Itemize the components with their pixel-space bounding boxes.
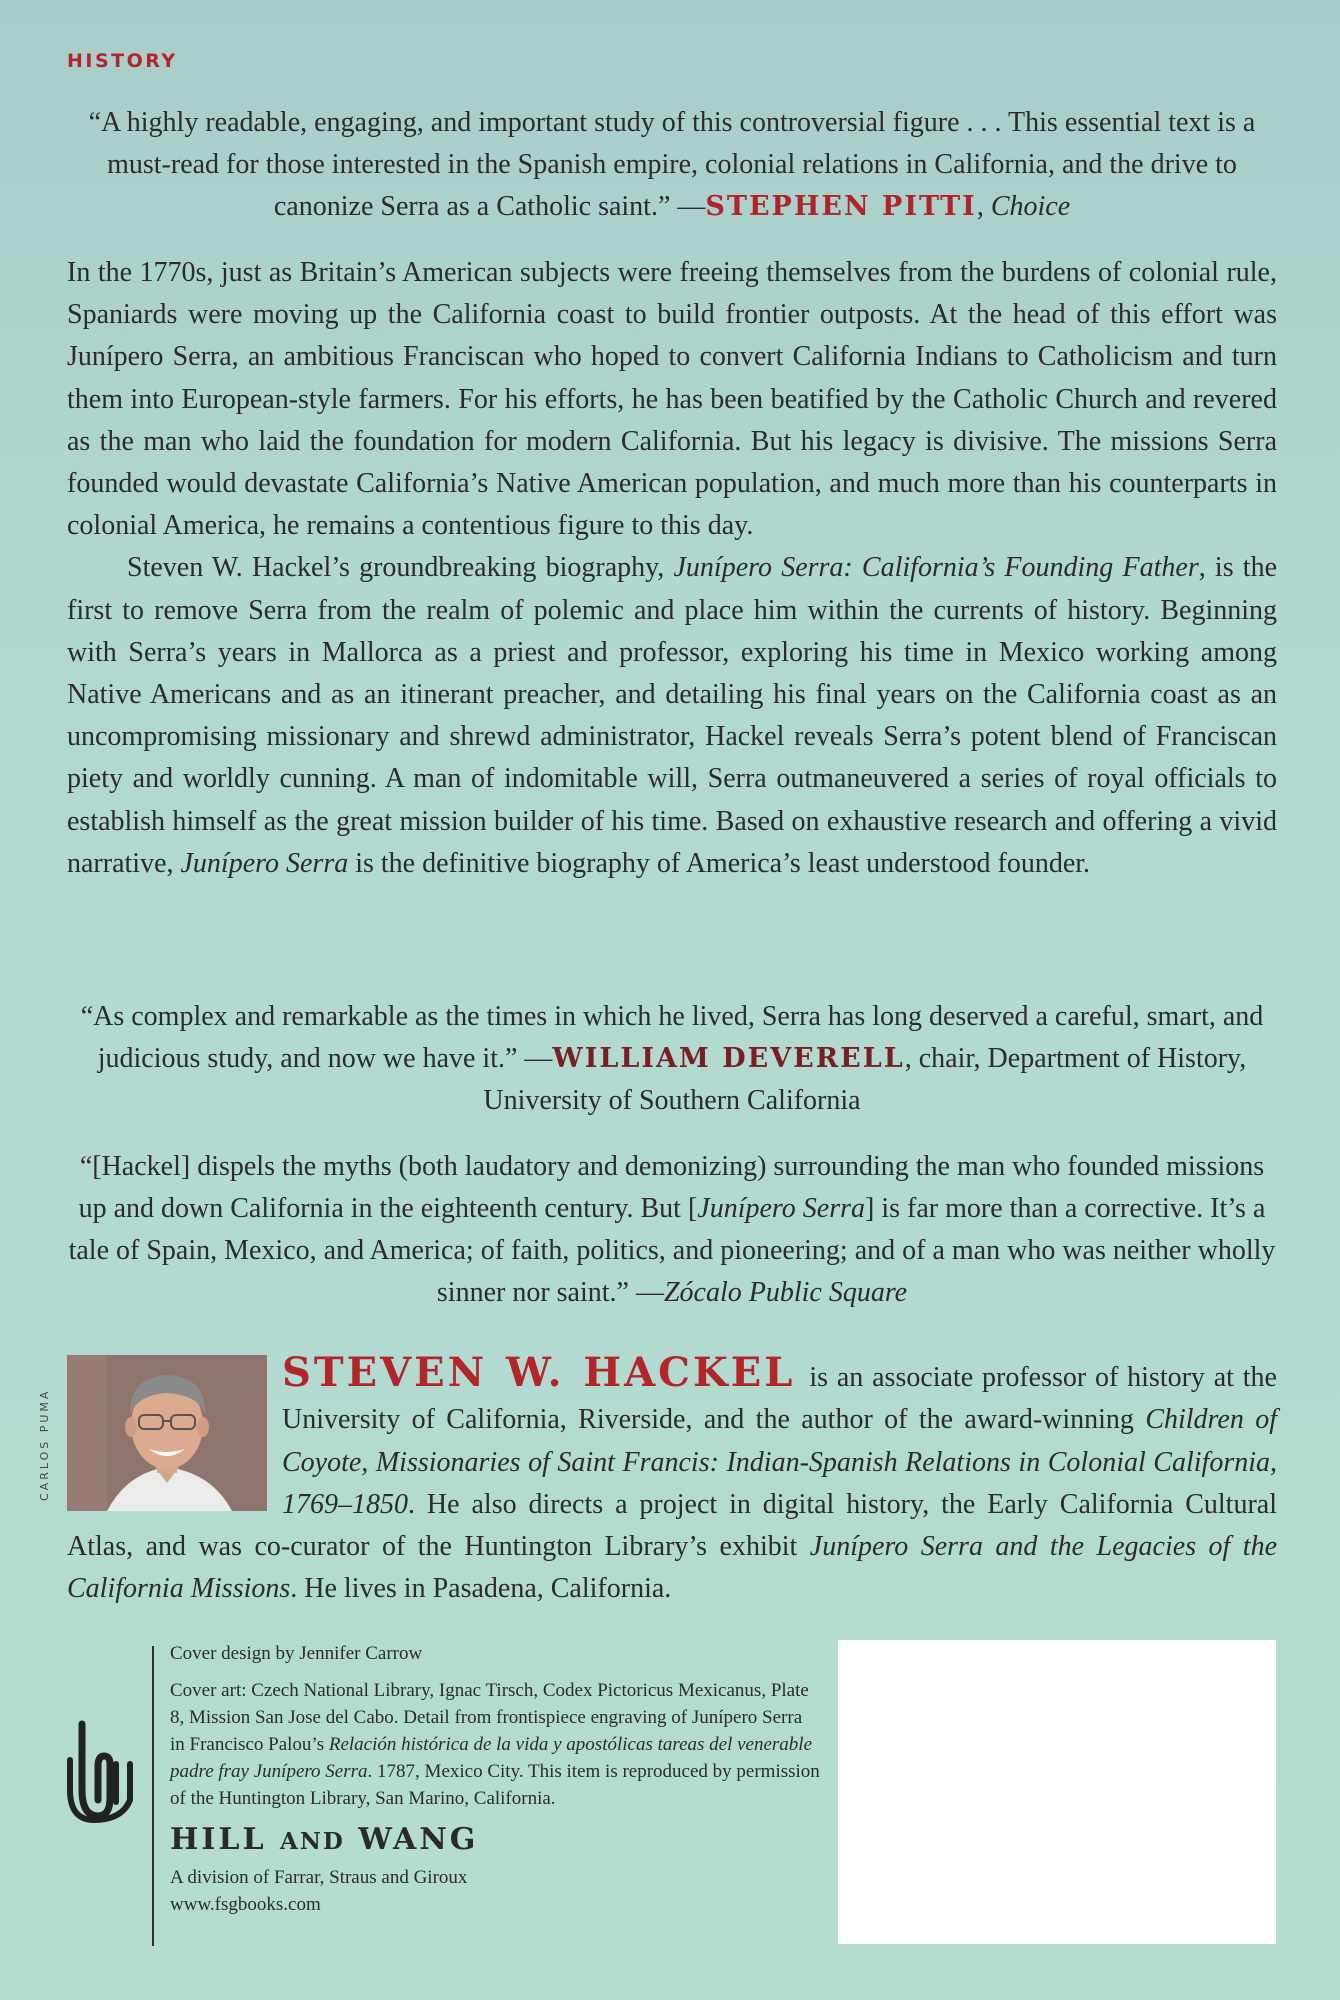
artwork-title: Relación histórica de la vida y apostólicas tareas del venerable padre fray Junípero Serra bbox=[170, 1734, 813, 1782]
description-text: is the definitive biography of America’s least understood founder. bbox=[348, 847, 1091, 879]
author-bio-text: is an associate professor of history at the University of California, Riverside, and the author of the award-winning bbox=[282, 1362, 1277, 1436]
publisher-name-part: AND bbox=[280, 1828, 345, 1855]
author-portrait-image bbox=[67, 1355, 267, 1511]
description-paragraph-2 bbox=[67, 547, 1277, 885]
author-photo bbox=[67, 1355, 267, 1511]
author-bio-text: . He lives in Pasadena, California. bbox=[290, 1573, 672, 1605]
cover-art-credit bbox=[170, 1677, 820, 1812]
description-text: Steven W. Hackel’s groundbreaking biography, bbox=[127, 552, 674, 584]
publisher-logo-icon bbox=[64, 1720, 136, 1824]
publisher-website: www.fsgbooks.com bbox=[170, 1894, 321, 1915]
author-bio-text: . He also directs a project in digital history, the Early California Cultural Atlas, and was co-curator of the Huntington Library’s exhibit bbox=[67, 1488, 1277, 1563]
quote-text: ] is far more than a corrective. It’s a tale of Spain, Mexico, and America; of faith, politics, and pioneering; and of a man who was neither wholly sinner nor saint.” — bbox=[68, 1193, 1276, 1308]
book-description bbox=[67, 252, 1277, 885]
quote-source: Choice bbox=[990, 191, 1071, 222]
barcode-area bbox=[838, 1640, 1276, 1944]
description-paragraph-1: In the 1770s, just as Britain’s American subjects were freeing themselves from the burdens of colonial rule, Spaniards were moving up the California coast to build frontier outposts. At the head of this effort was Junípero Serra, an ambitious Franciscan who hoped to convert California Indians to Catholicism and turn them into European-style farmers. For his efforts, he has been beatified by the Catholic Church and revered as the man who laid the foundation for modern California. But his legacy is divisive. The missions Serra founded would devastate California’s Native American population, and much more than his counterparts in colonial America, he remains a contentious figure to this day. bbox=[67, 257, 1277, 542]
quote-source: Zócalo Public Square bbox=[663, 1277, 908, 1308]
author-name: STEVEN W. HACKEL bbox=[282, 1349, 796, 1396]
quote-author-name: WILLIAM DEVERELL bbox=[552, 1043, 905, 1074]
publisher-name-part: HILL bbox=[170, 1822, 281, 1857]
author-bio bbox=[67, 1349, 1278, 1611]
quote-author-name: STEPHEN PITTI bbox=[705, 191, 977, 222]
credit-text: . 1787, Mexico City. This item is reproduced by permission of the Huntington Library, San Marino, California. bbox=[170, 1761, 820, 1809]
publisher-name-part: WANG bbox=[344, 1822, 479, 1857]
book-title: Junípero Serra bbox=[697, 1193, 866, 1224]
cover-design-credit: Cover design by Jennifer Carrow bbox=[170, 1643, 423, 1664]
book-title: Junípero Serra: California’s Founding Father bbox=[673, 552, 1199, 584]
quote-text: “As complex and remarkable as the times in which he lived, Serra has long deserved a careful, smart, and judicious study, and now we have it.” — bbox=[80, 1001, 1264, 1074]
quote-text: “A highly readable, engaging, and important study of this controversial figure . . . This essential text is a must-read for those interested in the Spanish empire, colonial relations in California, and the drive to canonize Serra as a Catholic saint.” — bbox=[88, 107, 1256, 222]
colophon-divider bbox=[152, 1646, 154, 1946]
category-label: HISTORY bbox=[67, 50, 178, 72]
blurb-quote-pitti bbox=[67, 102, 1277, 228]
credit-text: Cover art: Czech National Library, Ignac Tirsch, Codex Pictoricus Mexicanus, Plate 8, Mission San Jose del Cabo. Detail from frontispiece engraving of Junípero Serra in Francisco Palou’s bbox=[170, 1680, 809, 1755]
publisher-name bbox=[170, 1822, 820, 1860]
book-title: Children of Coyote, Missionaries of Saint Francis: Indian-Spanish Relations in Colonial California, 1769–1850 bbox=[282, 1404, 1277, 1520]
book-title: Junípero Serra bbox=[180, 847, 349, 879]
quote-text: “[Hackel] dispels the myths (both laudatory and demonizing) surrounding the man who founded missions up and down California in the eighteenth century. But [ bbox=[78, 1151, 1265, 1224]
photo-credit: CARLOS PUMA bbox=[38, 1388, 51, 1502]
publisher-division: A division of Farrar, Straus and Giroux bbox=[170, 1867, 468, 1888]
quote-separator: , bbox=[976, 191, 991, 222]
description-text: , is the first to remove Serra from the realm of polemic and place him within the currents of history. Beginning with Serra’s years in Mallorca as a priest and professor, exploring his time in Mexico working among Native Americans and as an itinerant preacher, and detailing his final years on the California coast as an uncompromising missionary and shrewd administrator, Hackel reveals Serra’s potent blend of Franciscan piety and worldly cunning. A man of indomitable will, Serra outmaneuvered a series of royal officials to establish himself as the great mission builder of his time. Based on exhaustive research and offering a vivid narrative, bbox=[67, 552, 1277, 879]
exhibit-title: Junípero Serra and the Legacies of the California Missions bbox=[67, 1531, 1278, 1605]
quote-affiliation: , chair, Department of History, University of Southern California bbox=[483, 1043, 1247, 1116]
blurb-quote-deverell bbox=[67, 996, 1277, 1122]
blurb-quote-zocalo bbox=[67, 1146, 1277, 1314]
colophon bbox=[170, 1640, 820, 1918]
